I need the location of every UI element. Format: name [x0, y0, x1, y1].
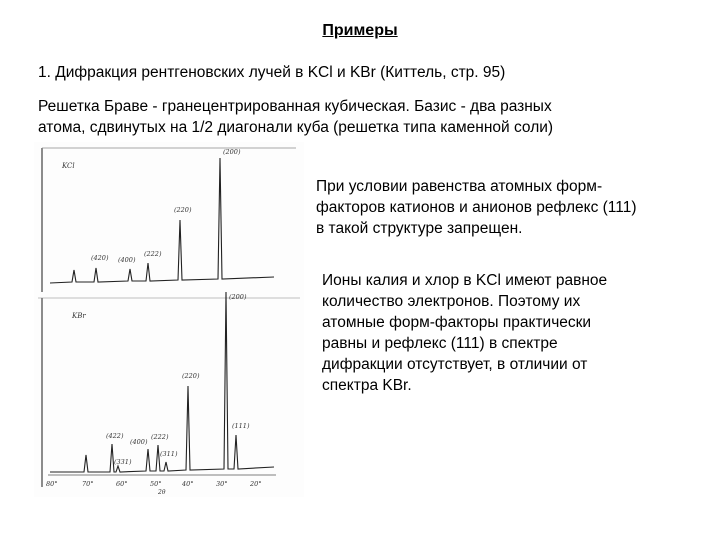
bravais-text-line-2: атома, сдвинутых на 1/2 диагонали куба (решетка типа каменной соли) [38, 119, 554, 136]
kbr-peak-label-200: (200) [229, 293, 247, 301]
note1-line: При условии равенства атомных форм- [316, 178, 603, 195]
axis-tick-50: 50° [150, 480, 162, 488]
kbr-peak-label-422: (422) [106, 432, 124, 440]
kbr-peak-label-220: (220) [182, 372, 200, 380]
axis-tick-20: 20° [250, 480, 262, 488]
kcl-electron-note [322, 270, 607, 396]
note2-line: дифракции отсутствует, в отличии от [322, 356, 588, 373]
axis-symbol: 2θ [158, 489, 166, 496]
axis-tick-70: 70° [82, 480, 94, 488]
kbr-peak-label-331: (331) [114, 458, 132, 466]
bravais-text-line-1: Решетка Браве - гранецентрированная кубическая. Базис - два разных [38, 98, 552, 115]
note1-line: факторов катионов и анионов рефлекс (111) [316, 199, 637, 216]
kcl-label: KCl [62, 162, 75, 170]
note2-line: атомные форм-факторы практически [322, 314, 592, 331]
note2-line: равны и рефлекс (111) в спектре [322, 335, 558, 352]
kbr-peak-label-311: (311) [160, 450, 178, 458]
kcl-peak-label-220: (220) [174, 206, 192, 214]
axis-tick-40: 40° [182, 480, 194, 488]
forbidden-reflex-note [316, 176, 637, 239]
kbr-peak-label-400: (400) [130, 438, 148, 446]
kbr-peak-label-111: (111) [232, 422, 250, 430]
axis-tick-30: 30° [216, 480, 228, 488]
page-title: Примеры [322, 22, 398, 39]
kbr-peak-label-222: (222) [151, 433, 169, 441]
note2-line: спектра KBr. [322, 377, 412, 394]
axis-tick-80: 80° [46, 480, 58, 488]
note1-line: в такой структуре запрещен. [316, 220, 523, 237]
axis-tick-60: 60° [116, 480, 128, 488]
example-1-text: 1. Дифракция рентгеновских лучей в KCl и KBr (Киттель, стр. 95) [38, 64, 506, 81]
kcl-peak-label-200: (200) [223, 148, 241, 156]
kbr-label: KBr [72, 312, 86, 320]
note2-line: количество электронов. Поэтому их [322, 293, 581, 310]
diffraction-figure [34, 142, 304, 497]
kcl-peak-label-400: (400) [118, 256, 136, 264]
note2-line: Ионы калия и хлор в KCl имеют равное [322, 272, 608, 289]
kcl-peak-label-222: (222) [144, 250, 162, 258]
kcl-peak-label-420: (420) [91, 254, 109, 262]
